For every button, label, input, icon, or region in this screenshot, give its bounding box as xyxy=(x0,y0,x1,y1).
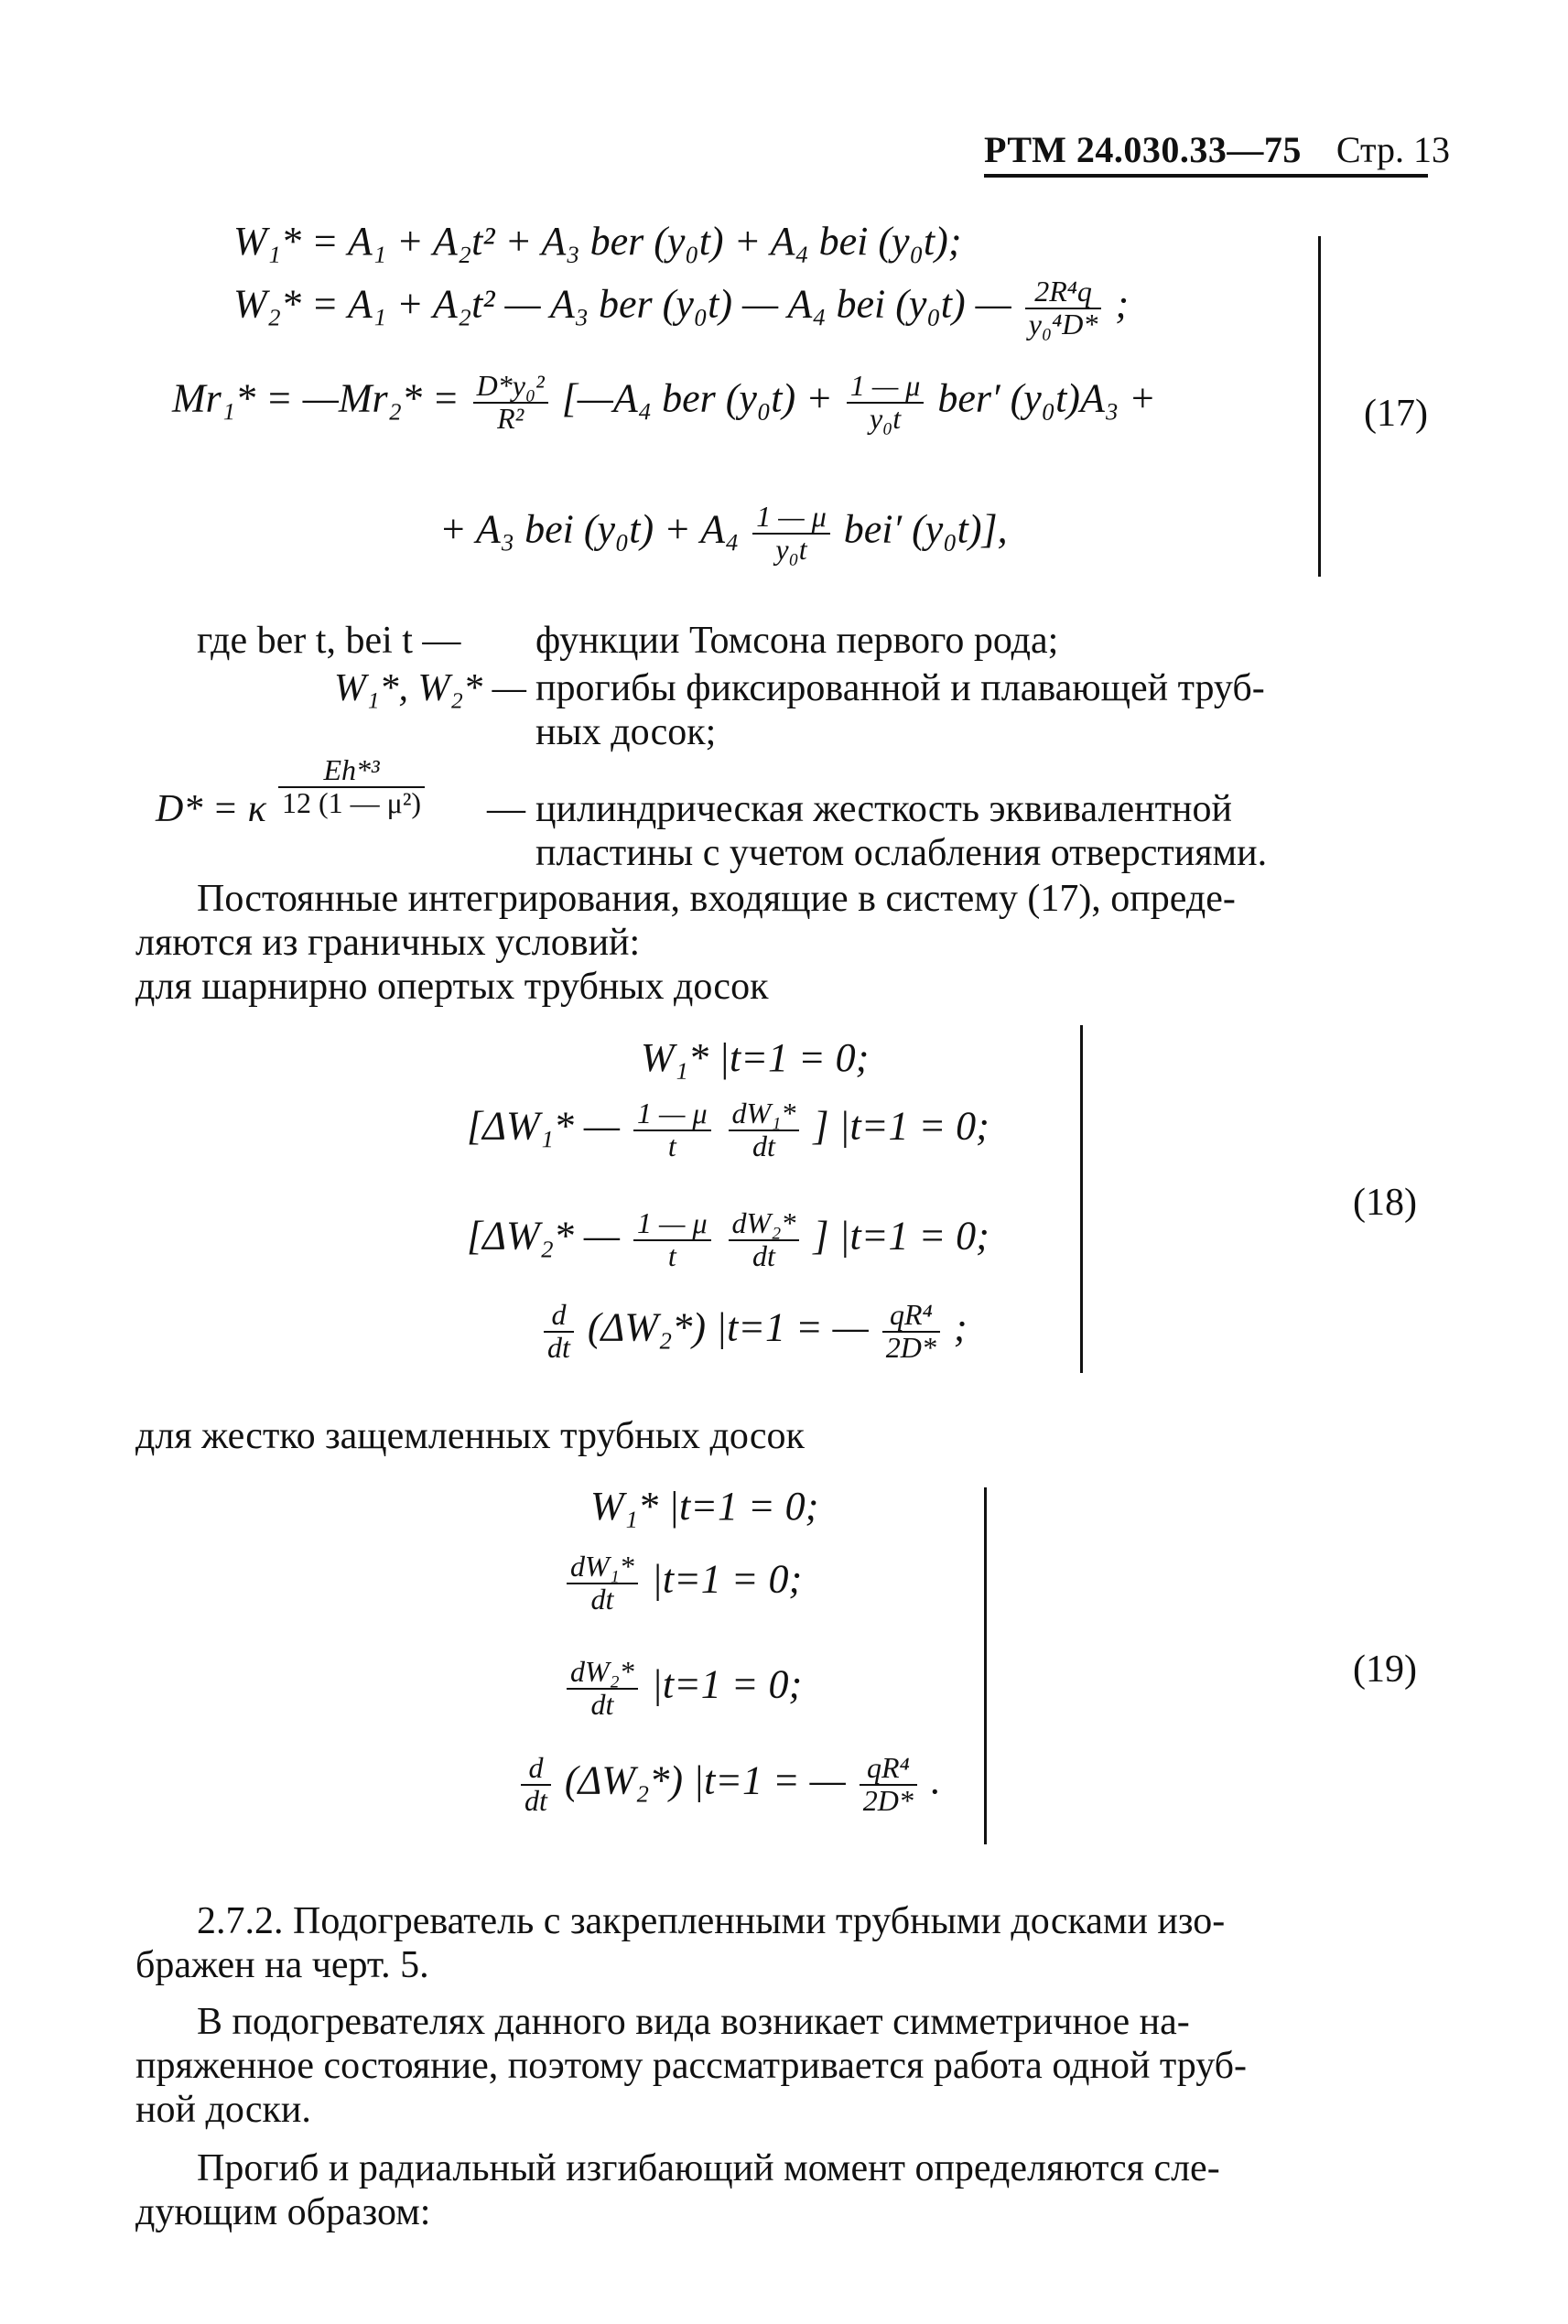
definition-term-3-fraction xyxy=(278,755,425,818)
fraction-numerator: D*y₀² xyxy=(473,371,548,404)
fraction-numerator: 1 — μ xyxy=(633,1208,711,1241)
paragraph-symmetric-line-2: пряженное состояние, поэтому рассматривается работа одной труб- xyxy=(135,2045,1248,2087)
fraction-denominator: t xyxy=(667,1129,676,1162)
fraction-numerator: d xyxy=(521,1753,551,1786)
fraction-denominator: dt xyxy=(752,1238,775,1272)
eq17-line-4-b: bei′ (y₀t)], xyxy=(843,506,1008,552)
fraction-denominator: dt xyxy=(524,1783,547,1817)
eq18-line-4-a: (ΔW₂*) |t=1 = — xyxy=(587,1304,869,1350)
eq18-line-2-fraction xyxy=(633,1098,711,1162)
fraction-numerator: dW₁* xyxy=(567,1551,638,1584)
equation-number-19: (19) xyxy=(1353,1648,1417,1691)
eq17-brace xyxy=(1300,236,1321,577)
eq18-line-4-b: ; xyxy=(953,1304,968,1350)
eq19-line-3-fraction xyxy=(567,1657,638,1720)
eq18-line-1: W₁* |t=1 = 0; xyxy=(641,1035,870,1080)
fraction-numerator: dW₂* xyxy=(567,1657,638,1690)
fraction-denominator: dt xyxy=(752,1129,775,1162)
eq19-line-4-fraction-2 xyxy=(860,1753,917,1816)
eq19-line-4-b: . xyxy=(930,1757,941,1803)
paragraph-symmetric-line-1: В подогревателях данного вида возникает симметричное на- xyxy=(197,2001,1190,2043)
paragraph-2-7-2-line-1: 2.7.2. Подогреватель с закрепленными трубными досками изо- xyxy=(197,1900,1226,1942)
fraction-denominator: dt xyxy=(547,1330,570,1364)
eq17-line-4-a: + A₃ bei (y₀t) + A₄ xyxy=(439,506,740,552)
eq18-line-2 xyxy=(467,1098,989,1162)
eq17-line-3-fraction xyxy=(473,371,548,434)
eq19-line-1: W₁* |t=1 = 0; xyxy=(590,1484,819,1529)
eq18-line-2-a: [ΔW₁* — xyxy=(467,1103,621,1149)
definition-term-2: W₁*, W₂* — xyxy=(333,667,526,709)
eq17-line-2-end: ; xyxy=(1115,281,1129,327)
equation-number-17: (17) xyxy=(1364,393,1428,435)
eq18-line-4-fraction xyxy=(544,1300,574,1363)
eq19-line-4-a: (ΔW₂*) |t=1 = — xyxy=(564,1757,846,1803)
paragraph-deflection-line-1: Прогиб и радиальный изгибающий момент определяются сле- xyxy=(197,2147,1220,2189)
definition-text-1: функции Томсона первого рода; xyxy=(535,620,1059,662)
eq19-line-4-fraction xyxy=(521,1753,551,1816)
fraction-numerator: dW₂* xyxy=(729,1208,800,1241)
eq18-line-3-fraction xyxy=(633,1208,711,1271)
eq18-line-2-fraction-2 xyxy=(729,1098,800,1162)
eq19-line-2 xyxy=(563,1551,802,1615)
page-number: Стр. 13 xyxy=(1336,129,1450,170)
document-code: РТМ 24.030.33—75 xyxy=(984,129,1302,170)
paragraph-symmetric-line-3: ной доски. xyxy=(135,2089,311,2131)
eq18-line-3-fraction-2 xyxy=(729,1208,800,1271)
eq19-line-2-fraction xyxy=(567,1551,638,1615)
fraction-denominator: y₀t xyxy=(869,401,902,435)
eq19-line-3-b: |t=1 = 0; xyxy=(651,1661,803,1707)
definition-term-3-lhs: D* = κ xyxy=(156,788,266,830)
eq19-brace xyxy=(966,1487,987,1844)
fraction-denominator: 2D* xyxy=(885,1330,936,1364)
eq17-line-2 xyxy=(233,276,1129,340)
fraction-numerator: 1 — μ xyxy=(752,502,830,535)
definition-text-3b: пластины с учетом ослабления отверстиями. xyxy=(535,832,1268,874)
definition-text-3a: цилиндрическая жесткость эквивалентной xyxy=(535,788,1232,830)
definition-text-2b: ных досок; xyxy=(535,711,717,753)
page-header xyxy=(984,128,1450,171)
eq17-line-3-lhs: Mr₁* = —Mr₂* = xyxy=(172,375,460,421)
eq17-line-2-main: W₂* = A₁ + A₂t² — A₃ ber (y₀t) — A₄ bei (y₀t) — xyxy=(233,281,1011,327)
definition-term-1: где ber t, bei t — xyxy=(197,620,461,662)
header-rule xyxy=(984,174,1428,178)
paragraph-deflection-line-2: дующим образом: xyxy=(135,2191,431,2233)
eq18-line-4 xyxy=(540,1300,968,1363)
fraction-denominator: t xyxy=(667,1238,676,1272)
fraction-numerator: qR⁴ xyxy=(860,1753,917,1786)
paragraph-constants-line-2: ляются из граничных условий: xyxy=(135,922,641,964)
eq18-line-3-b: ] |t=1 = 0; xyxy=(813,1213,989,1259)
eq17-line-3-fraction-2 xyxy=(847,371,925,434)
fraction-numerator: 1 — μ xyxy=(847,371,925,404)
fraction-numerator: dW₁* xyxy=(729,1098,800,1131)
definition-text-2a: прогибы фиксированной и плавающей труб- xyxy=(535,667,1265,709)
eq18-brace xyxy=(1062,1025,1083,1373)
eq19-line-2-b: |t=1 = 0; xyxy=(651,1556,803,1602)
fraction-denominator: dt xyxy=(590,1687,614,1721)
fraction-numerator: Eh*³ xyxy=(278,755,425,788)
eq18-line-2-b: ] |t=1 = 0; xyxy=(813,1103,989,1149)
fraction-numerator: d xyxy=(544,1300,574,1333)
eq17-line-3-b: ber′ (y₀t)A₃ + xyxy=(937,375,1156,421)
eq17-line-4-fraction xyxy=(752,502,830,565)
fraction-denominator: y₀⁴D* xyxy=(1028,307,1098,340)
fraction-numerator: qR⁴ xyxy=(882,1300,940,1333)
eq19-line-4 xyxy=(517,1753,941,1816)
eq17-line-4 xyxy=(439,502,1008,565)
fraction-numerator: 1 — μ xyxy=(633,1098,711,1131)
eq18-line-3-a: [ΔW₂* — xyxy=(467,1213,621,1259)
fraction-denominator: dt xyxy=(590,1582,614,1616)
fraction-denominator: y₀t xyxy=(775,532,807,566)
paragraph-constants-line-3: для шарнирно опертых трубных досок xyxy=(135,966,769,1008)
eq17-line-1: W₁* = A₁ + A₂t² + A₃ ber (y₀t) + A₄ bei (y₀t); xyxy=(233,219,962,264)
fraction-numerator: 2R⁴q xyxy=(1025,276,1102,309)
paragraph-clamped: для жестко защемленных трубных досок xyxy=(135,1415,805,1457)
eq19-line-3 xyxy=(563,1657,802,1720)
eq17-line-3-a: [—A₄ ber (y₀t) + xyxy=(561,375,833,421)
eq18-line-4-fraction-2 xyxy=(882,1300,940,1363)
eq17-line-2-fraction xyxy=(1025,276,1102,340)
paragraph-2-7-2-line-2: бражен на черт. 5. xyxy=(135,1944,429,1986)
eq18-line-3 xyxy=(467,1208,989,1271)
fraction-denominator: 12 (1 — μ²) xyxy=(282,785,422,819)
paragraph-constants-line-1: Постоянные интегрирования, входящие в систему (17), опреде- xyxy=(197,878,1236,920)
fraction-denominator: 2D* xyxy=(862,1783,914,1817)
equation-number-18: (18) xyxy=(1353,1182,1417,1224)
definition-dash-3: — xyxy=(487,788,525,830)
eq17-line-3 xyxy=(172,371,1156,434)
fraction-denominator: R² xyxy=(497,401,524,435)
